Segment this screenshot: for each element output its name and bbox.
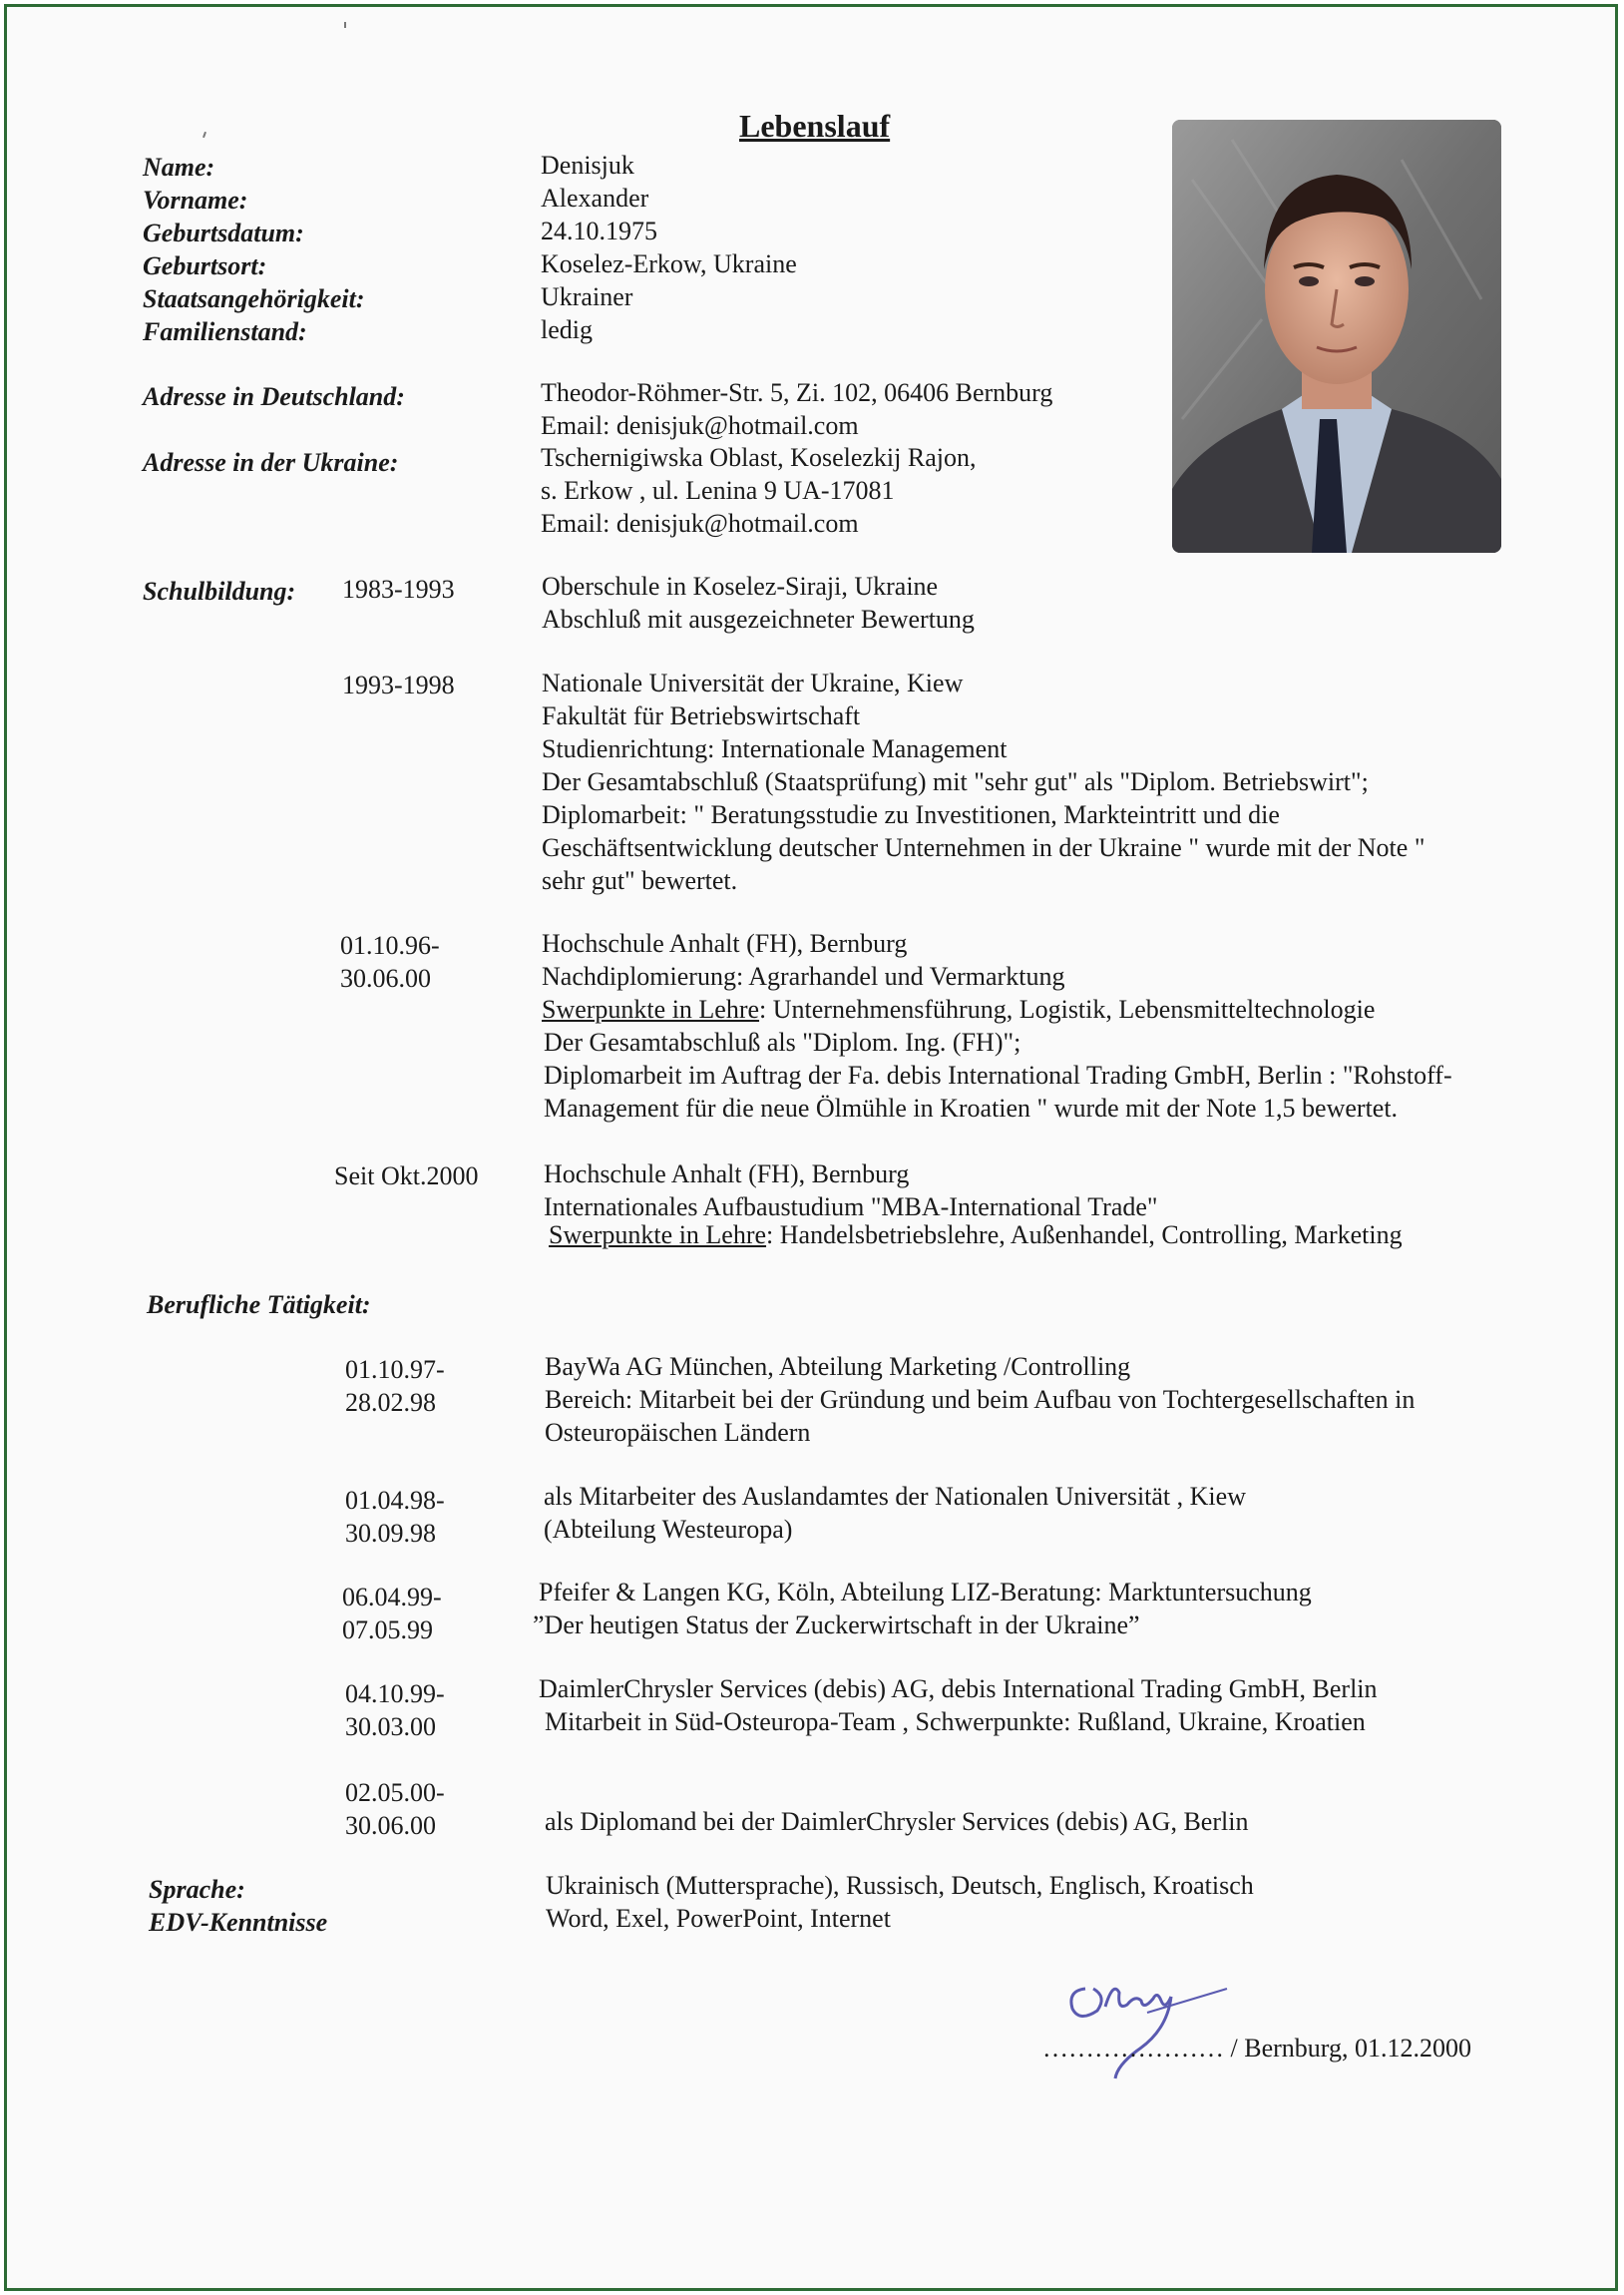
entry-line: Mitarbeit in Süd-Osteuropa-Team , Schwerpunkte: Rußland, Ukraine, Kroatien [545,1707,1366,1736]
entry-date: 02.05.00- [345,1778,445,1807]
edv-label: EDV-Kenntnisse [149,1908,328,1937]
entry-line: Bereich: Mitarbeit bei der Gründung und beim Aufbau von Tochtergesellschaften in [545,1385,1416,1414]
vorname-value: Alexander [541,184,649,213]
entry-date: 30.09.98 [345,1519,436,1548]
swerpunkte-line [549,1219,1403,1251]
entry-line: Studienrichtung: Internationale Management [542,734,1008,763]
swerpunkte-label: Swerpunkte in Lehre [542,995,760,1024]
address-ua-email: Email: denisjuk@hotmail.com [541,509,859,538]
entry-date: 07.05.99 [342,1615,433,1644]
entry-date: 06.04.99- [342,1583,442,1611]
schulbildung-label: Schulbildung: [143,577,296,606]
geburtsort-value: Koselez-Erkow, Ukraine [541,249,797,278]
entry-date: 30.03.00 [345,1712,436,1741]
edv-value: Word, Exel, PowerPoint, Internet [546,1904,891,1933]
geburtsort-label: Geburtsort: [143,251,267,280]
staatsangehoerigkeit-value: Ukrainer [541,282,633,311]
entry-line: ”Der heutigen Status der Zuckerwirtschaft in der Ukraine” [533,1610,1140,1639]
entry-line: Fakultät für Betriebswirtschaft [542,701,861,730]
address-ua-label: Adresse in der Ukraine: [143,448,399,477]
signature-date-line: ………………… / Bernburg, 01.12.2000 [1042,2034,1471,2063]
entry-line: Diplomarbeit: " Beratungsstudie zu Investitionen, Markteintritt und die [542,800,1280,829]
portrait-image [1172,120,1501,553]
entry-line: Nachdiplomierung: Agrarhandel und Vermarktung [542,962,1065,991]
swerpunkte-line [542,994,1375,1026]
entry-line: Osteuropäischen Ländern [545,1418,811,1447]
entry-line: Hochschule Anhalt (FH), Bernburg [542,929,908,958]
entry-line: Der Gesamtabschluß (Staatsprüfung) mit "sehr gut" als "Diplom. Betriebswirt"; [542,767,1369,796]
address-de-email: Email: denisjuk@hotmail.com [541,411,859,440]
familienstand-label: Familienstand: [143,317,307,346]
sprache-value: Ukrainisch (Muttersprache), Russisch, Deutsch, Englisch, Kroatisch [546,1871,1254,1900]
entry-line: Geschäftsentwicklung deutscher Unternehmen in der Ukraine " wurde mit der Note " [542,833,1425,862]
entry-date: 30.06.00 [345,1811,436,1840]
entry-line: (Abteilung Westeuropa) [544,1515,793,1544]
signature-icon [1057,1951,1237,2090]
entry-line: Der Gesamtabschluß als "Diplom. Ing. (FH)"; [544,1028,1021,1057]
entry-date: 01.10.96- [340,931,440,960]
staatsangehoerigkeit-label: Staatsangehörigkeit: [143,284,365,313]
entry-line: Hochschule Anhalt (FH), Bernburg [544,1159,910,1188]
entry-line: Nationale Universität der Ukraine, Kiew [542,669,964,697]
portrait-photo [1172,120,1501,553]
entry-line: Pfeifer & Langen KG, Köln, Abteilung LIZ-Beratung: Marktuntersuchung [539,1578,1312,1606]
entry-line: Abschluß mit ausgezeichneter Bewertung [542,605,975,634]
beruf-label: Berufliche Tätigkeit: [147,1290,371,1319]
geburtsdatum-value: 24.10.1975 [541,217,657,245]
familienstand-value: ledig [541,315,593,344]
entry-line: DaimlerChrysler Services (debis) AG, debis International Trading GmbH, Berlin [539,1674,1378,1703]
entry-line: als Diplomand bei der DaimlerChrysler Services (debis) AG, Berlin [545,1807,1249,1836]
entry-line: BayWa AG München, Abteilung Marketing /Controlling [545,1352,1131,1381]
entry-line: als Mitarbeiter des Auslandamtes der Nationalen Universität , Kiew [544,1482,1246,1511]
swerpunkte-text: : Handelsbetriebslehre, Außenhandel, Controlling, Marketing [766,1220,1403,1249]
handwritten-signature [1057,1951,1237,2095]
entry-date: 30.06.00 [340,964,431,993]
entry-date: 01.10.97- [345,1355,445,1384]
document-title: Lebenslauf [739,108,891,144]
address-ua-line: s. Erkow , ul. Lenina 9 UA-17081 [541,476,895,505]
swerpunkte-text: : Unternehmensführung, Logistik, Lebensmitteltechnologie [759,995,1376,1024]
address-de-label: Adresse in Deutschland: [143,382,405,411]
sprache-label: Sprache: [149,1875,245,1904]
entry-date: 28.02.98 [345,1388,436,1417]
entry-date: 1983-1993 [342,575,455,604]
name-value: Denisjuk [541,151,634,180]
name-label: Name: [143,153,215,182]
address-de-line: Theodor-Röhmer-Str. 5, Zi. 102, 06406 Bernburg [541,378,1053,407]
vorname-label: Vorname: [143,186,248,215]
address-ua-line: Tschernigiwska Oblast, Koselezkij Rajon, [541,443,977,472]
entry-line: Internationales Aufbaustudium "MBA-International Trade" [544,1192,1158,1221]
entry-line: Management für die neue Ölmühle in Kroatien " wurde mit der Note 1,5 bewertet. [544,1094,1399,1123]
entry-line: Oberschule in Koselez-Siraji, Ukraine [542,572,939,601]
entry-date: 01.04.98- [345,1486,445,1515]
swerpunkte-label: Swerpunkte in Lehre [549,1220,767,1249]
entry-line: sehr gut" bewertet. [542,866,738,895]
geburtsdatum-label: Geburtsdatum: [143,219,304,247]
scan-speck [344,22,346,28]
entry-date: 1993-1998 [342,671,455,699]
entry-date: 04.10.99- [345,1679,445,1708]
entry-date: Seit Okt.2000 [334,1161,479,1190]
entry-line: Diplomarbeit im Auftrag der Fa. debis International Trading GmbH, Berlin : "Rohstoff- [544,1061,1452,1090]
